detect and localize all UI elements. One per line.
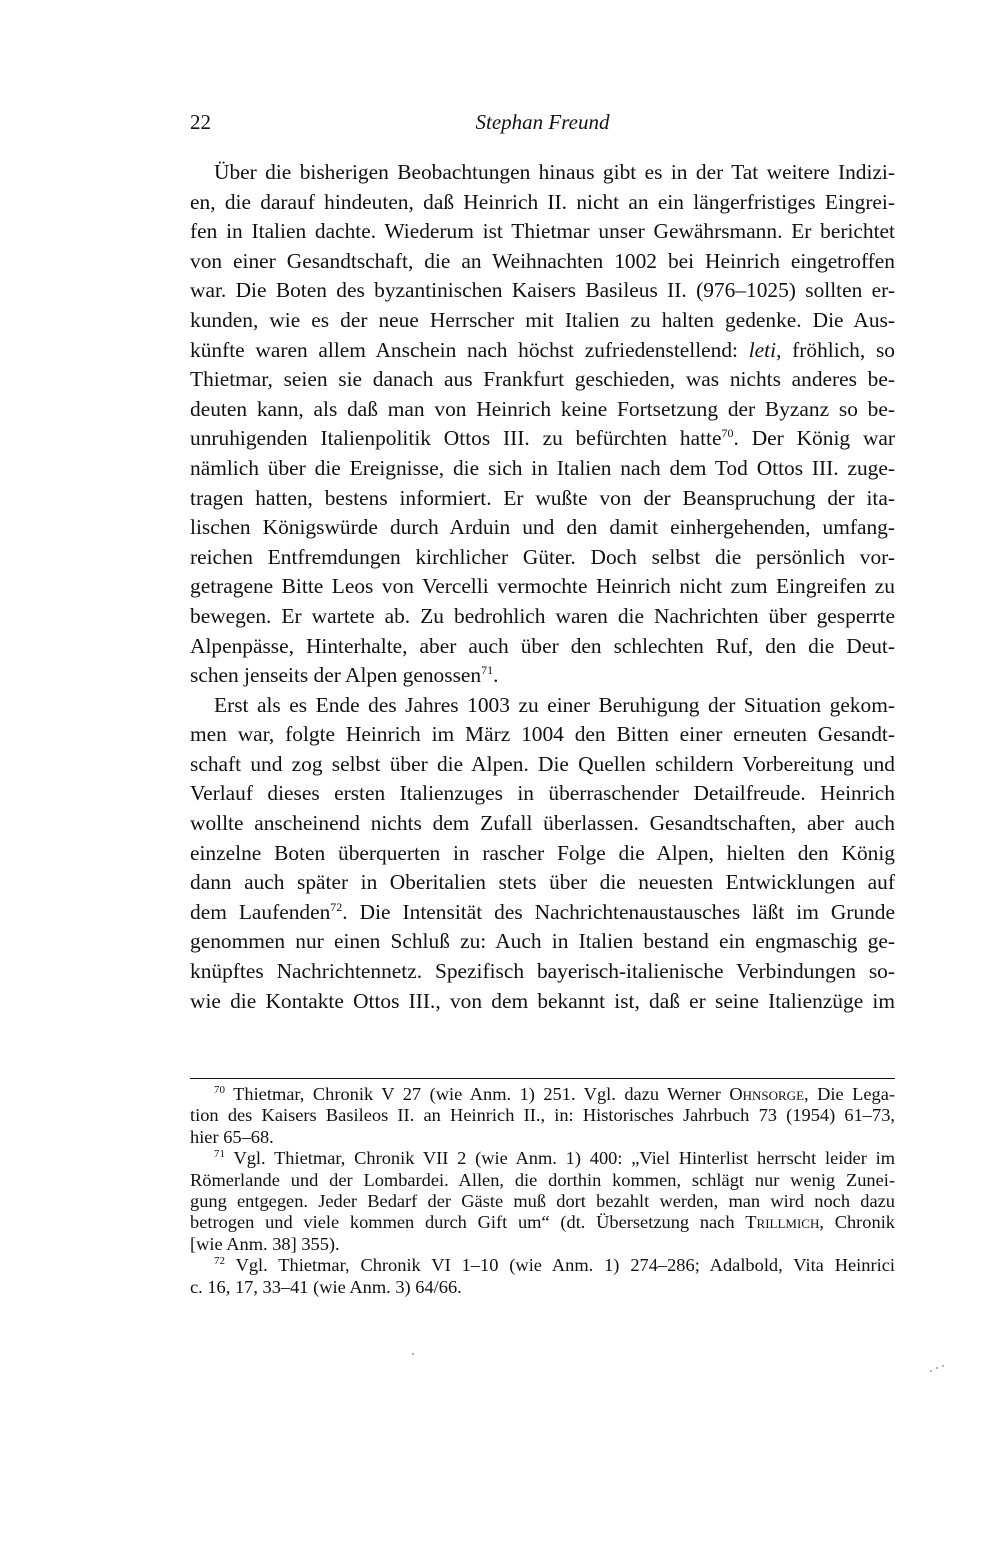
text-segment: Vgl. Thietmar, Chronik VII 2 (wie Anm. 1) 400: „Viel Hinterlist herrscht leider im	[233, 1148, 896, 1169]
text-line: von einer Gesandtschaft, die an Weihnachten 1002 bei Heinrich eingetroffen	[190, 248, 895, 273]
text-line: fen in Italien dachte. Wiederum ist Thietmar unser Gewährsmann. Er berichtet	[190, 219, 895, 244]
footnote-reference[interactable]: 70	[721, 426, 734, 441]
text-line: Erst als es Ende des Jahres 1003 zu einer Beruhigung der Situation gekom-	[214, 692, 895, 717]
footnote-line: hier 65–68.	[190, 1126, 274, 1147]
text-segment: dem Laufenden	[190, 899, 331, 924]
running-head: Stephan Freund	[475, 110, 610, 134]
paragraph-2	[190, 691, 895, 1017]
text-segment: , fröhlich, so	[776, 337, 895, 362]
author-name: Ohnsorge	[729, 1084, 805, 1104]
footnote-line: c. 16, 17, 33–41 (wie Anm. 3) 64/66.	[190, 1276, 462, 1297]
page-number: 22	[190, 110, 211, 134]
text-line: reichen Entfremdungen kirchlicher Güter. Doch selbst die persönlich vor-	[190, 544, 895, 569]
text-line: Über die bisherigen Beobachtungen hinaus gibt es in der Tat weitere Indizi-	[214, 160, 895, 184]
footnote-number: 72	[214, 1255, 225, 1268]
text-line: en, die darauf hindeuten, daß Heinrich II. nicht an ein längerfristiges Eingrei-	[190, 189, 895, 214]
footnote-72	[190, 1255, 895, 1298]
footnote-divider	[190, 1078, 895, 1079]
footnote-line	[190, 1255, 895, 1276]
text-line	[190, 424, 895, 454]
text-segment: , Die Lega-	[804, 1084, 895, 1104]
text-line: bewegen. Er wartete ab. Zu bedrohlich waren die Nachrichten über gesperrte	[190, 603, 895, 628]
text-line: nämlich über die Ereignisse, die sich in Italien nach dem Tod Ottos III. zuge-	[190, 455, 895, 480]
text-segment: unruhigenden Italienpolitik Ottos III. zu befürchten hatte	[190, 426, 722, 451]
italic-term: leti	[748, 337, 777, 362]
text-line: dann auch später in Oberitalien stets über die neuesten Entwicklungen auf	[190, 870, 895, 895]
text-segment: . Die Intensität des Nachrichtenaustausches läßt im Grunde	[342, 899, 895, 924]
text-segment: betrogen und viele kommen durch Gift um“ (dt. Übersetzung nach	[190, 1212, 735, 1233]
footnote-71	[190, 1148, 895, 1255]
text-line: getragene Bitte Leos von Vercelli vermochte Heinrich nicht zum Eingreifen zu	[190, 574, 895, 599]
scan-speck	[942, 1365, 944, 1367]
text-line: kunden, wie es der neue Herrscher mit Italien zu halten gedenke. Die Aus-	[190, 307, 895, 332]
text-segment: Thietmar, Chronik V 27 (wie Anm. 1) 251. Vgl. dazu Werner	[233, 1084, 721, 1104]
footnote-number: 70	[214, 1083, 225, 1096]
text-line: wollte anscheinend nichts dem Zufall überlassen. Gesandtschaften, aber auch	[190, 811, 895, 836]
text-line: tragen hatten, bestens informiert. Er wußte von der Beanspruchung der ita-	[190, 485, 895, 510]
scan-speck	[936, 1367, 938, 1369]
text-segment: , Chronik	[819, 1212, 895, 1233]
text-line: lischen Königswürde durch Arduin und den damit einhergehenden, umfang-	[190, 515, 895, 540]
text-line: Alpenpässe, Hinterhalte, aber auch über den schlechten Ruf, den die Deut-	[190, 633, 895, 658]
text-line: genommen nur einen Schluß zu: Auch in Italien bestand ein engmaschig ge-	[190, 929, 895, 954]
footnote-line	[190, 1148, 895, 1169]
footnote-70	[190, 1084, 895, 1148]
body-text	[190, 158, 895, 1016]
footnote-line	[190, 1084, 895, 1105]
text-segment: .	[493, 663, 499, 688]
footnote-line: tion des Kaisers Basileos II. an Heinrich II., in: Historisches Jahrbuch 73 (1954) 61–73,	[190, 1105, 895, 1126]
text-line: schaft und zog selbst über die Alpen. Die Quellen schildern Vorbereitung und	[190, 751, 895, 776]
scan-speck	[930, 1370, 932, 1372]
text-line: men war, folgte Heinrich im März 1004 den Bitten einer erneuten Gesandt-	[190, 722, 895, 747]
text-line: war. Die Boten des byzantinischen Kaisers Basileus II. (976–1025) sollten er-	[190, 278, 895, 303]
text-line: deuten kann, als daß man von Heinrich keine Fortsetzung der Byzanz so be-	[190, 396, 895, 421]
footnote-line: [wie Anm. 38] 355).	[190, 1233, 340, 1254]
footnote-reference[interactable]: 72	[330, 899, 343, 914]
text-line: Thietmar, seien sie danach aus Frankfurt geschieden, was nichts anderes be-	[190, 367, 895, 392]
text-line: einzelne Boten überquerten in rascher Folge die Alpen, hielten den König	[190, 840, 895, 865]
scan-speck	[412, 1353, 414, 1355]
text-segment: künfte waren allem Anschein nach höchst zufriedenstellend:	[190, 337, 738, 362]
author-name: Trillmich	[745, 1212, 820, 1233]
paragraph-1	[190, 158, 895, 691]
footnote-line: Römerlande und der Lombardei. Allen, die dorthin kommen, schlägt nur wenig Zunei-	[190, 1169, 895, 1190]
text-segment: schen jenseits der Alpen genossen	[190, 663, 482, 688]
footnote-line: gung entgegen. Jeder Bedarf der Gäste muß dort bezahlt werden, man wird noch dazu	[190, 1191, 895, 1212]
text-line	[190, 336, 895, 366]
text-segment: Vgl. Thietmar, Chronik VI 1–10 (wie Anm. 1) 274–286; Adalbold, Vita Heinrici	[235, 1255, 895, 1276]
footnote-number: 71	[214, 1148, 225, 1161]
footnote-line	[190, 1212, 895, 1233]
text-line: knüpftes Nachrichtennetz. Spezifisch bayerisch-italienische Verbindungen so-	[190, 959, 895, 984]
text-line	[190, 898, 895, 928]
text-line: wie die Kontakte Ottos III., von dem bekannt ist, daß er seine Italienzüge im	[190, 988, 895, 1013]
text-line: Verlauf dieses ersten Italienzuges in überraschender Detailfreude. Heinrich	[190, 781, 895, 806]
text-line	[190, 661, 895, 691]
footnote-reference[interactable]: 71	[481, 662, 494, 677]
text-segment: . Der König war	[733, 426, 896, 451]
footnotes	[190, 1084, 895, 1298]
